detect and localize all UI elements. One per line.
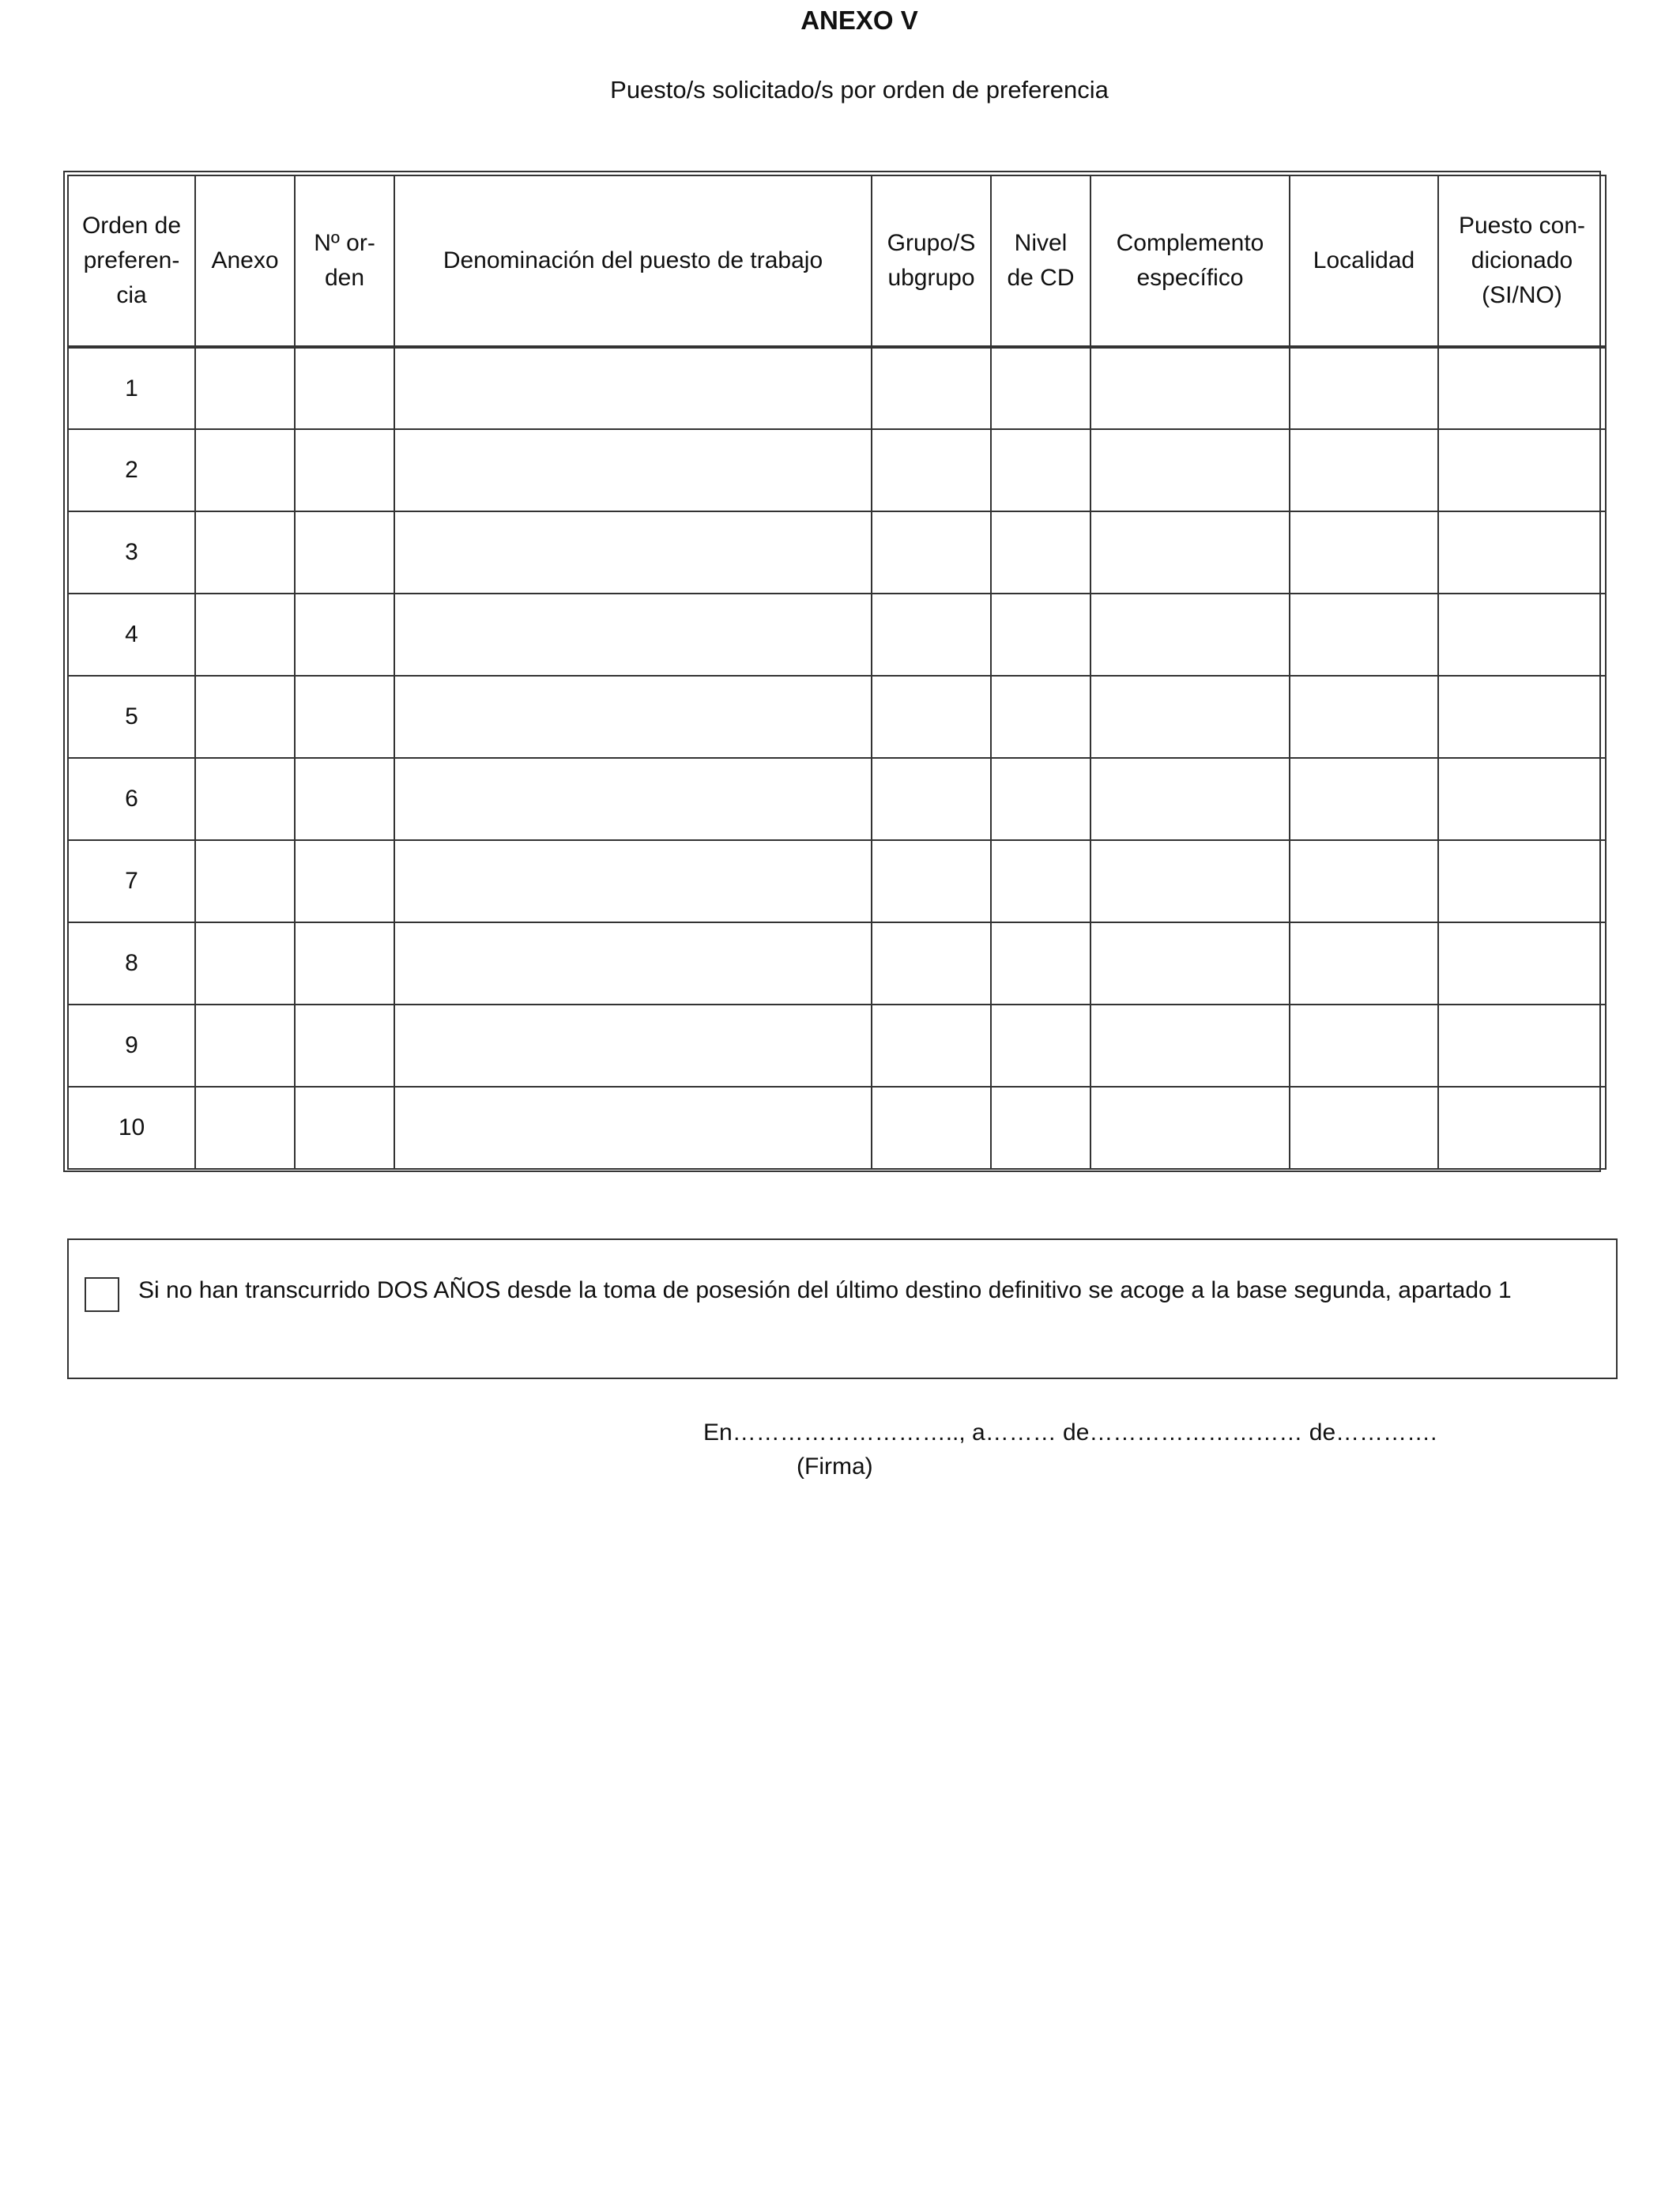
header-localidad: Localidad: [1290, 175, 1438, 347]
header-denominacion-puesto: Denominación del puesto de trabajo: [394, 175, 872, 347]
row-localidad-cell[interactable]: [1290, 511, 1438, 594]
row-nivel-cd-cell[interactable]: [991, 922, 1090, 1005]
row-grupo-subgrupo-cell[interactable]: [872, 676, 991, 758]
row-anexo-cell[interactable]: [195, 922, 295, 1005]
row-nivel-cd-cell[interactable]: [991, 511, 1090, 594]
row-numero-orden-cell[interactable]: [295, 594, 394, 676]
row-orden-cell: 3: [68, 511, 195, 594]
notice-box: [67, 1238, 1618, 1379]
row-localidad-cell[interactable]: [1290, 429, 1438, 511]
row-localidad-cell[interactable]: [1290, 922, 1438, 1005]
row-condicionado-cell[interactable]: [1438, 1087, 1606, 1169]
row-numero-orden-cell[interactable]: [295, 676, 394, 758]
row-condicionado-cell[interactable]: [1438, 676, 1606, 758]
table-row: [68, 429, 1606, 511]
row-grupo-subgrupo-cell[interactable]: [872, 922, 991, 1005]
row-complemento-cell[interactable]: [1090, 676, 1290, 758]
header-nivel-cd: Nivel de CD: [991, 175, 1090, 347]
table-row: [68, 676, 1606, 758]
header-complemento-especifico: Complemento específico: [1090, 175, 1290, 347]
table-header-row: [68, 175, 1606, 347]
row-condicionado-cell[interactable]: [1438, 511, 1606, 594]
row-condicionado-cell[interactable]: [1438, 347, 1606, 429]
row-numero-orden-cell[interactable]: [295, 840, 394, 922]
row-localidad-cell[interactable]: [1290, 594, 1438, 676]
table-row: [68, 1087, 1606, 1169]
row-denominacion-cell[interactable]: [394, 922, 872, 1005]
header-anexo: Anexo: [195, 175, 295, 347]
row-grupo-subgrupo-cell[interactable]: [872, 1087, 991, 1169]
row-nivel-cd-cell[interactable]: [991, 676, 1090, 758]
row-localidad-cell[interactable]: [1290, 758, 1438, 840]
row-denominacion-cell[interactable]: [394, 1005, 872, 1087]
row-orden-cell: 10: [68, 1087, 195, 1169]
row-nivel-cd-cell[interactable]: [991, 840, 1090, 922]
row-grupo-subgrupo-cell[interactable]: [872, 594, 991, 676]
row-complemento-cell[interactable]: [1090, 1087, 1290, 1169]
header-orden-preferencia: Orden de preferen- cia: [68, 175, 195, 347]
preferences-table-frame: [63, 171, 1601, 1172]
row-numero-orden-cell[interactable]: [295, 758, 394, 840]
table-row: [68, 1005, 1606, 1087]
row-grupo-subgrupo-cell[interactable]: [872, 511, 991, 594]
row-complemento-cell[interactable]: [1090, 511, 1290, 594]
row-denominacion-cell[interactable]: [394, 347, 872, 429]
header-grupo-subgrupo: Grupo/S ubgrupo: [872, 175, 991, 347]
row-nivel-cd-cell[interactable]: [991, 758, 1090, 840]
row-condicionado-cell[interactable]: [1438, 840, 1606, 922]
row-grupo-subgrupo-cell[interactable]: [872, 1005, 991, 1087]
row-nivel-cd-cell[interactable]: [991, 1087, 1090, 1169]
row-denominacion-cell[interactable]: [394, 511, 872, 594]
row-localidad-cell[interactable]: [1290, 676, 1438, 758]
dos-anos-checkbox[interactable]: [85, 1277, 119, 1312]
table-body: [68, 347, 1606, 1169]
signature-date-line: En……………………….., a……… de……………………… de………….: [703, 1419, 1437, 1446]
row-complemento-cell[interactable]: [1090, 922, 1290, 1005]
row-numero-orden-cell[interactable]: [295, 922, 394, 1005]
document-title: ANEXO V: [800, 6, 918, 35]
row-denominacion-cell[interactable]: [394, 594, 872, 676]
table-row: [68, 840, 1606, 922]
row-numero-orden-cell[interactable]: [295, 429, 394, 511]
row-complemento-cell[interactable]: [1090, 1005, 1290, 1087]
table-row: [68, 347, 1606, 429]
row-orden-cell: 2: [68, 429, 195, 511]
row-anexo-cell[interactable]: [195, 840, 295, 922]
row-nivel-cd-cell[interactable]: [991, 594, 1090, 676]
table-row: [68, 758, 1606, 840]
row-denominacion-cell[interactable]: [394, 676, 872, 758]
row-grupo-subgrupo-cell[interactable]: [872, 429, 991, 511]
row-anexo-cell[interactable]: [195, 594, 295, 676]
row-anexo-cell[interactable]: [195, 676, 295, 758]
document-subtitle: Puesto/s solicitado/s por orden de preferencia: [610, 76, 1109, 104]
row-grupo-subgrupo-cell[interactable]: [872, 758, 991, 840]
row-numero-orden-cell[interactable]: [295, 1087, 394, 1169]
preferences-table: [67, 175, 1607, 1170]
row-condicionado-cell[interactable]: [1438, 594, 1606, 676]
row-anexo-cell[interactable]: [195, 429, 295, 511]
row-complemento-cell[interactable]: [1090, 594, 1290, 676]
row-anexo-cell[interactable]: [195, 758, 295, 840]
row-denominacion-cell[interactable]: [394, 840, 872, 922]
row-orden-cell: 5: [68, 676, 195, 758]
row-numero-orden-cell[interactable]: [295, 1005, 394, 1087]
row-nivel-cd-cell[interactable]: [991, 1005, 1090, 1087]
row-condicionado-cell[interactable]: [1438, 758, 1606, 840]
row-grupo-subgrupo-cell[interactable]: [872, 840, 991, 922]
row-denominacion-cell[interactable]: [394, 429, 872, 511]
row-denominacion-cell[interactable]: [394, 758, 872, 840]
row-orden-cell: 8: [68, 922, 195, 1005]
row-complemento-cell[interactable]: [1090, 347, 1290, 429]
row-localidad-cell[interactable]: [1290, 1087, 1438, 1169]
row-complemento-cell[interactable]: [1090, 840, 1290, 922]
row-numero-orden-cell[interactable]: [295, 511, 394, 594]
row-complemento-cell[interactable]: [1090, 758, 1290, 840]
row-anexo-cell[interactable]: [195, 511, 295, 594]
row-orden-cell: 7: [68, 840, 195, 922]
header-numero-orden: Nº or- den: [295, 175, 394, 347]
table-row: [68, 594, 1606, 676]
table-row: [68, 511, 1606, 594]
row-condicionado-cell[interactable]: [1438, 922, 1606, 1005]
row-anexo-cell[interactable]: [195, 347, 295, 429]
row-orden-cell: 1: [68, 347, 195, 429]
row-grupo-subgrupo-cell[interactable]: [872, 347, 991, 429]
row-localidad-cell[interactable]: [1290, 1005, 1438, 1087]
header-puesto-condicionado: Puesto con- dicionado (SI/NO): [1438, 175, 1606, 347]
row-orden-cell: 4: [68, 594, 195, 676]
table-row: [68, 922, 1606, 1005]
row-nivel-cd-cell[interactable]: [991, 347, 1090, 429]
row-condicionado-cell[interactable]: [1438, 429, 1606, 511]
row-anexo-cell[interactable]: [195, 1005, 295, 1087]
row-numero-orden-cell[interactable]: [295, 347, 394, 429]
row-orden-cell: 9: [68, 1005, 195, 1087]
row-complemento-cell[interactable]: [1090, 429, 1290, 511]
notice-text: Si no han transcurrido DOS AÑOS desde la toma de posesión del último destino definitivo se acoge a la base segunda, apartado 1: [138, 1277, 1512, 1303]
row-nivel-cd-cell[interactable]: [991, 429, 1090, 511]
row-anexo-cell[interactable]: [195, 1087, 295, 1169]
row-denominacion-cell[interactable]: [394, 1087, 872, 1169]
signature-firma-label: (Firma): [797, 1453, 873, 1480]
row-orden-cell: 6: [68, 758, 195, 840]
row-condicionado-cell[interactable]: [1438, 1005, 1606, 1087]
row-localidad-cell[interactable]: [1290, 347, 1438, 429]
row-localidad-cell[interactable]: [1290, 840, 1438, 922]
